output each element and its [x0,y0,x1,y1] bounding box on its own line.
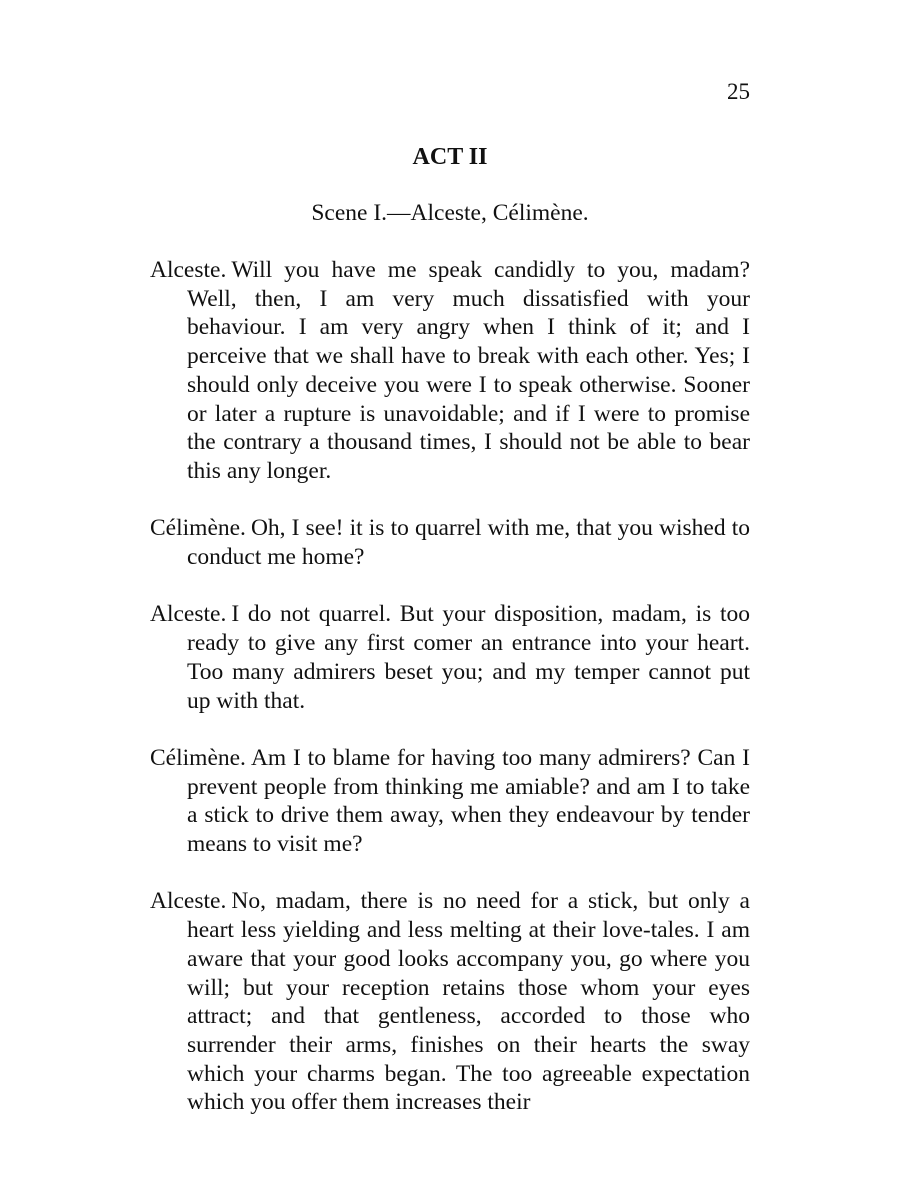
speaker-name: Alceste. [150,888,227,915]
speech-paragraph [150,600,750,715]
act-heading: ACT II [412,144,488,170]
speaker-name: Alceste. [150,257,227,283]
speech-text: I do not quarrel. But your disposition, madam, is too ready to give any first comer an entrance into your heart. Too many admirers beset you; and my temper cannot put up with that. [187,601,750,714]
scene-heading: Scene I.—Alceste, Célimène. [311,200,589,226]
speech-text: Oh, I see! it is to quarrel with me, that you wished to conduct me home? [187,515,750,571]
speech-paragraph [150,256,750,486]
speech-text: Will you have me speak candidly to you, madam? Well, then, I am very much dissatisfied with your behaviour. I am very angry when I think of it; and I perceive that we shall have to break with each other. Yes; I should only deceive you were I to speak otherwise. Sooner or later a rupture is unavoidable; and if I were to promise the contrary a thousand times, I should not be able to bear this any longer. [187,257,750,484]
speaker-name: Alceste. [150,601,227,628]
speech-paragraph [150,744,750,859]
speaker-name: Célimène. [150,744,246,771]
page-number: 25 [727,79,750,104]
speech-paragraph [150,887,750,1117]
speech-paragraph [150,514,750,571]
speech-text: Am I to blame for having too many admirers? Can I prevent people from thinking me amiable? and am I to take a stick to drive them away, when they endeavour by tender means to visit me? [187,744,750,858]
dialogue-block [150,256,750,1146]
speech-text: No, madam, there is no need for a stick, but only a heart less yielding and less melting at their love-tales. I am aware that your good looks accompany you, go where you will; but your reception retains those whom your eyes attract; and that gentleness, accorded to those who surrender their arms, finishes on their hearts the sway which your charms began. The too agreeable expectation which you offer them increases their [187,888,750,1116]
speaker-name: Célimène. [150,515,246,542]
